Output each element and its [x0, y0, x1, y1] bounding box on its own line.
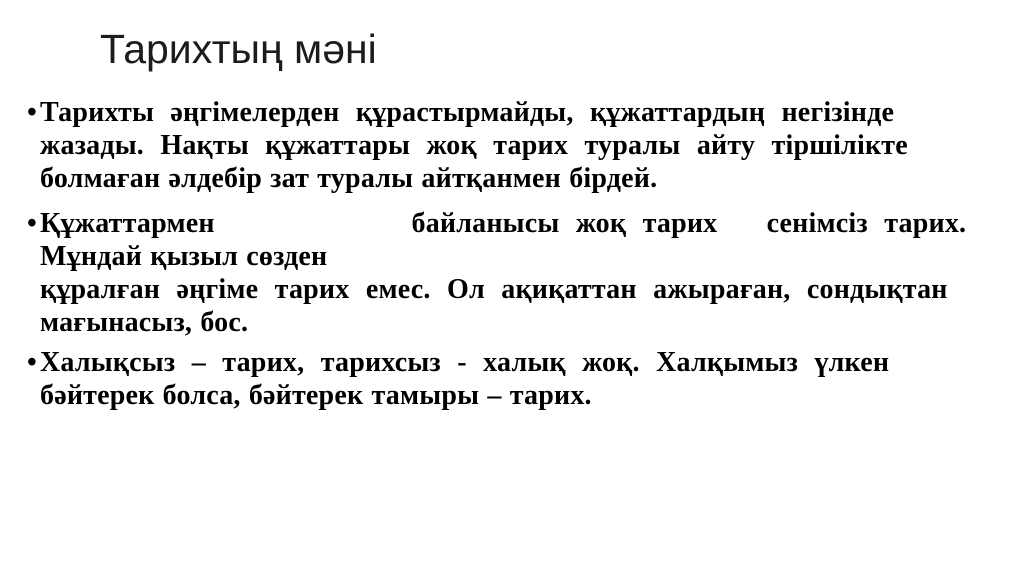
bullet-line: мағынасыз, бос. — [40, 307, 249, 338]
bullet-dot-icon: • — [27, 97, 38, 128]
bullet-item — [27, 207, 1017, 339]
bullet-text — [40, 96, 1017, 195]
bullet-line: Халықсыз – тарих, тарихсыз - халық жоқ. Халқымыз үлкен — [40, 347, 890, 378]
bullet-dot-icon: • — [27, 208, 38, 239]
bullet-line: бәйтерек болса, бәйтерек тамыры – тарих. — [40, 380, 592, 411]
bullet-dot-icon: • — [27, 347, 38, 378]
bullet-line: болмаған әлдебір зат туралы айтқанмен бірдей. — [40, 163, 658, 194]
bullet-line: құралған әңгіме тарих емес. Ол ақиқаттан ажыраған, сондықтан — [40, 274, 948, 305]
bullet-item — [27, 346, 1017, 412]
slide-body — [27, 96, 1017, 412]
bullet-line: жазады. Нақты құжаттары жоқ тарих туралы айту тіршілікте — [40, 130, 908, 161]
bullet-line: Мұндай қызыл сөзден — [40, 241, 328, 272]
bullet-item — [27, 96, 1017, 195]
slide-title: Тарихтың мәні — [100, 26, 377, 72]
bullet-text — [40, 207, 1017, 339]
bullet-text — [40, 346, 1017, 412]
bullet-line: Құжаттармен байланысы жоқ тарих сенімсіз тарих. — [40, 208, 967, 239]
bullet-line: Тарихты әңгімелерден құрастырмайды, құжаттардың негізінде — [40, 97, 895, 128]
